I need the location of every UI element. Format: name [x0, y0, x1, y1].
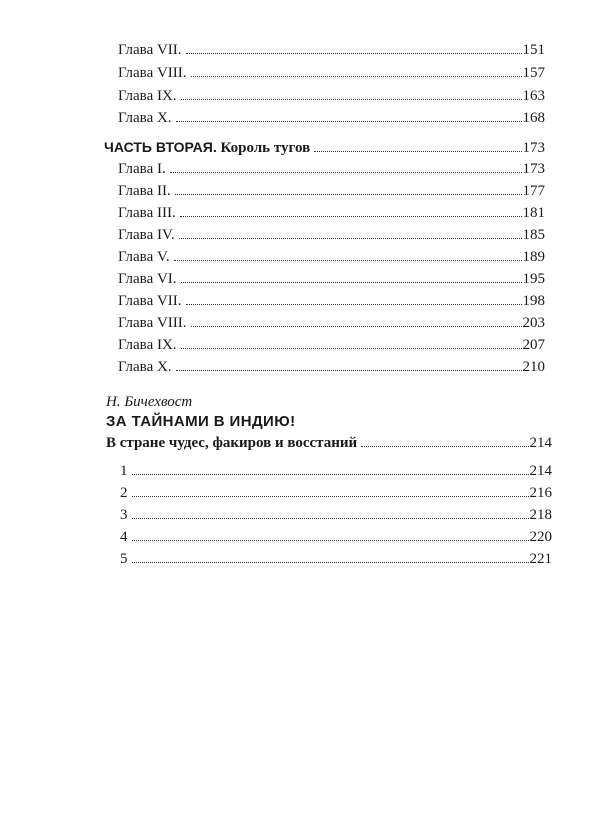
toc-leader-dots [132, 561, 529, 563]
toc-entry-page: 185 [522, 227, 545, 243]
toc-entry-label: Глава III. [118, 205, 176, 221]
toc-entry [120, 528, 552, 548]
toc-entry-label: Глава X. [118, 359, 172, 375]
toc-entry [120, 506, 552, 526]
toc-entry-page: 203 [522, 315, 545, 331]
toc-entry-page: 218 [529, 507, 552, 523]
toc-entry-label: 5 [120, 551, 128, 567]
book-author: Н. Бичехвост [106, 394, 193, 410]
toc-leader-dots [174, 259, 522, 261]
toc-entry-label: Глава IX. [118, 337, 177, 353]
toc-entry-page: 207 [522, 337, 545, 353]
toc-entry-page: 195 [522, 271, 545, 287]
part-title: Король тугов [220, 140, 311, 156]
toc-leader-dots [175, 193, 522, 195]
toc-entry-page: 181 [522, 205, 545, 221]
toc-entry-page: 214 [529, 463, 552, 479]
toc-leader-dots [191, 325, 522, 327]
toc-entry-page: 210 [522, 359, 545, 375]
toc-entry-label: 2 [120, 485, 128, 501]
toc-entry-page: 173 [522, 140, 545, 156]
toc-entry-label: 3 [120, 507, 128, 523]
toc-leader-dots [176, 369, 522, 371]
toc-entry-page: 177 [522, 183, 545, 199]
toc-entry-page: 216 [529, 485, 552, 501]
toc-entry-label: 1 [120, 463, 128, 479]
toc-entry-label: Глава I. [118, 161, 166, 177]
toc-entry-page: 189 [522, 249, 545, 265]
toc-entry-label: Глава IV. [118, 227, 175, 243]
toc-leader-dots [176, 120, 522, 122]
toc-entry [118, 226, 545, 246]
toc-part-heading [104, 138, 545, 158]
toc-leader-dots [186, 303, 522, 305]
toc-entry-label: Глава VIII. [118, 65, 187, 81]
toc-leader-dots [181, 281, 522, 283]
toc-leader-dots [179, 237, 522, 239]
toc-entry [118, 292, 545, 312]
toc-entry-page: 221 [529, 551, 552, 567]
toc-entry [120, 462, 552, 482]
toc-entry-page: 157 [522, 65, 545, 81]
toc-leader-dots [181, 347, 522, 349]
toc-entry [118, 160, 545, 180]
toc-entry-label: Глава VI. [118, 271, 177, 287]
toc-leader-dots [132, 539, 529, 541]
toc-entry [118, 64, 545, 84]
book-subtitle: В стране чудес, факиров и восстаний [106, 435, 358, 451]
toc-leader-dots [132, 517, 529, 519]
toc-leader-dots [186, 52, 522, 54]
toc-entry-page: 198 [522, 293, 545, 309]
toc-entry [118, 248, 545, 268]
toc-entry [118, 87, 545, 107]
toc-entry [118, 358, 545, 378]
toc-entry-label: Глава VII. [118, 293, 182, 309]
toc-part-heading-label [104, 138, 314, 157]
toc-entry-label: Глава X. [118, 110, 172, 126]
toc-leader-dots [181, 98, 522, 100]
toc-entry-label: Глава VIII. [118, 315, 187, 331]
toc-entry-page: 220 [529, 529, 552, 545]
toc-entry [118, 41, 545, 61]
toc-leader-dots [132, 473, 529, 475]
toc-entry-page: 214 [529, 435, 552, 451]
toc-leader-dots [191, 75, 522, 77]
toc-entry [120, 550, 552, 570]
toc-entry [118, 336, 545, 356]
toc-entry [118, 204, 545, 224]
toc-entry [118, 109, 545, 129]
toc-entry-label: Глава V. [118, 249, 170, 265]
toc-entry-label: Глава IX. [118, 88, 177, 104]
toc-entry-label: Глава II. [118, 183, 171, 199]
toc-entry [120, 484, 552, 504]
toc-book-subtitle [106, 434, 552, 454]
toc-entry-page: 173 [522, 161, 545, 177]
toc-entry-page: 163 [522, 88, 545, 104]
book-title: ЗА ТАЙНАМИ В ИНДИЮ! [106, 413, 296, 430]
toc-entry-label: Глава VII. [118, 42, 182, 58]
toc-entry [118, 314, 545, 334]
toc-leader-dots [361, 445, 528, 447]
toc-leader-dots [314, 150, 521, 152]
toc-leader-dots [180, 215, 522, 217]
part-number: ЧАСТЬ ВТОРАЯ. [104, 139, 217, 155]
toc-entry [118, 270, 545, 290]
toc-entry [118, 182, 545, 202]
toc-leader-dots [132, 495, 529, 497]
toc-entry-page: 151 [522, 42, 545, 58]
toc-entry-label: 4 [120, 529, 128, 545]
toc-leader-dots [170, 171, 522, 173]
toc-entry-page: 168 [522, 110, 545, 126]
